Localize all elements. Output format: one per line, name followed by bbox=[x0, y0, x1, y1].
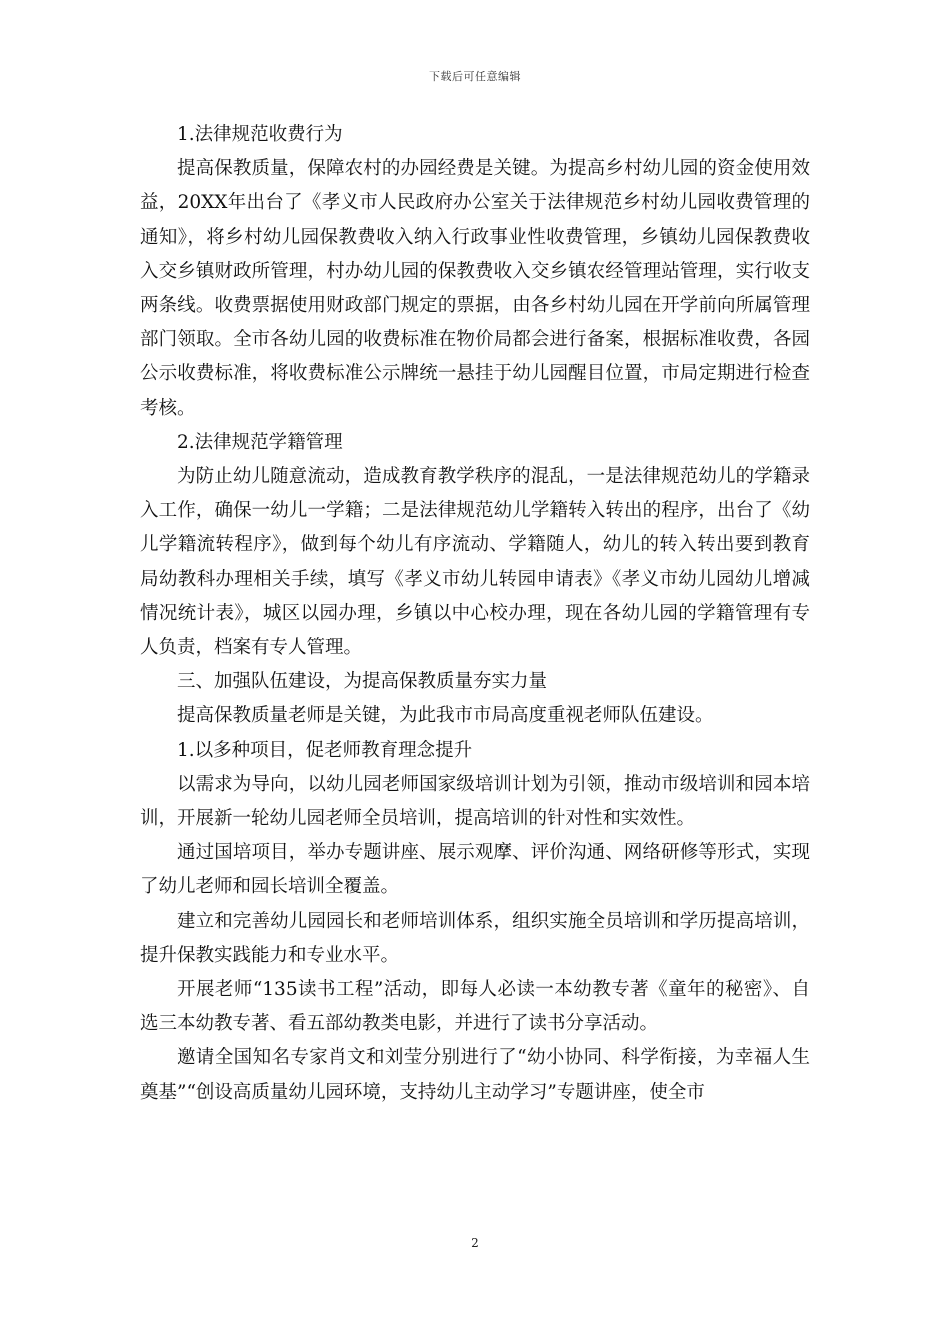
paragraph-reading-project: 开展老师“135读书工程”活动，即每人必读一本幼教专著《童年的秘密》、自选三本幼教专著、看五部幼教类电影，并进行了读书分享活动。 bbox=[140, 979, 810, 1035]
section-heading-fee-regulation: 1.法律规范收费行为 bbox=[177, 124, 343, 145]
document-body bbox=[140, 118, 810, 1110]
page-number: 2 bbox=[471, 1236, 479, 1250]
page-header: 下载后可任意编辑 bbox=[429, 70, 521, 83]
paragraph-teacher-importance: 提高保教质量老师是关键，为此我市市局高度重视老师队伍建设。 bbox=[177, 705, 714, 727]
paragraph-fee-regulation: 提高保教质量，保障农村的办园经费是关键。为提高乡村幼儿园的资金使用效益，20XX年出台了《孝义市人民政府办公室关于法律规范乡村幼儿园收费管理的通知》，将乡村幼儿园保教费收入纳入行政事业性收费管理，乡镇幼儿园保教费收入交乡镇财政所管理，村办幼儿园的保教费收入交乡镇农经管理站管理，实行收支两条线。收费票据使用财政部门规定的票据，由各乡村幼儿园在开学前向所属管理部门领取。全市各幼儿园的收费标准在物价局都会进行备案，根据标准收费，各园公示收费标准，将收费标准公示牌统一悬挂于幼儿园醒目位置，市局定期进行检查考核。 bbox=[140, 158, 810, 419]
paragraph-enrollment-management: 为防止幼儿随意流动，造成教育教学秩序的混乱，一是法律规范幼儿的学籍录入工作，确保一幼儿一学籍；二是法律规范幼儿学籍转入转出的程序，出台了《幼儿学籍流转程序》，做到每个幼儿有序流动、学籍随人，幼儿的转入转出要到教育局幼教科办理相关手续，填写《孝义市幼儿转园申请表》《孝义市幼儿园幼儿增减情况统计表》，城区以园办理，乡镇以中心校办理，现在各幼儿园的学籍管理有专人负责，档案有专人管理。 bbox=[140, 466, 810, 659]
paragraph-national-training: 通过国培项目，举办专题讲座、展示观摩、评价沟通、网络研修等形式，实现了幼儿老师和园长培训全覆盖。 bbox=[140, 842, 810, 898]
section-heading-enrollment-management: 2.法律规范学籍管理 bbox=[177, 431, 343, 453]
paragraph-demand-oriented-training: 以需求为导向，以幼儿园老师国家级培训计划为引领，推动市级培训和园本培训，开展新一轮幼儿园老师全员培训，提高培训的针对性和实效性。 bbox=[140, 773, 810, 830]
paragraph-expert-lectures: 邀请全国知名专家肖文和刘莹分别进行了“幼小协同、科学衔接，为幸福人生奠基”“创设高质量幼儿园环境，支持幼儿主动学习”专题讲座，使全市 bbox=[140, 1047, 810, 1103]
section-heading-team-building: 三、加强队伍建设，为提高保教质量夯实力量 bbox=[177, 671, 548, 693]
section-heading-multiple-projects: 1.以多种项目，促老师教育理念提升 bbox=[177, 739, 473, 761]
paragraph-training-system: 建立和完善幼儿园园长和老师培训体系，组织实施全员培训和学历提高培训，提升保教实践能力和专业水平。 bbox=[140, 910, 810, 966]
